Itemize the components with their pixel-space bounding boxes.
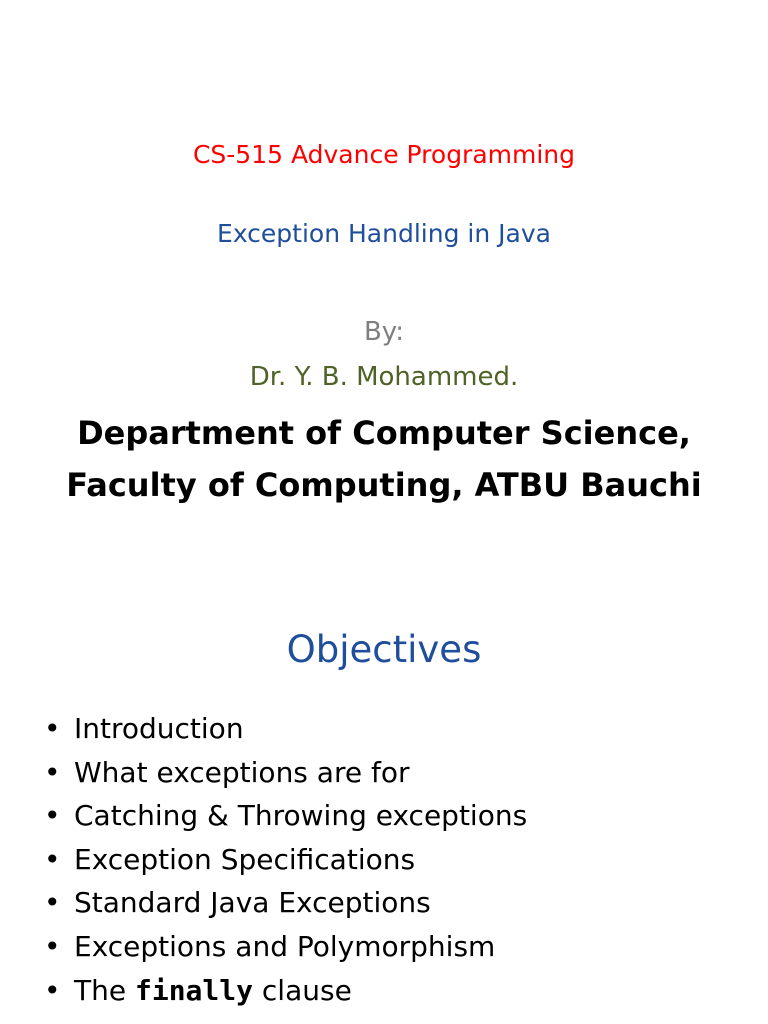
list-item (44, 799, 527, 843)
bullet-icon: • (44, 886, 61, 920)
list-item-text: Exception Specifications (74, 842, 416, 876)
list-item-prefix: The (74, 973, 135, 1007)
course-title: CS-515 Advance Programming (192, 140, 576, 169)
list-item-text: Catching & Throwing exceptions (74, 799, 528, 833)
department-block (0, 407, 768, 511)
department-line-2: Faculty of Computing, ATBU Bauchi (66, 466, 702, 504)
bullet-icon: • (44, 842, 61, 876)
by-label: By: (363, 317, 405, 347)
list-item-suffix: clause (253, 973, 352, 1007)
objectives-slide (0, 600, 768, 1024)
list-item (44, 886, 527, 930)
list-item-text: What exceptions are for (74, 755, 410, 789)
bullet-icon: • (44, 755, 61, 789)
bullet-icon: • (44, 712, 61, 745)
list-item-text: Exceptions and Polymorphism (74, 929, 496, 963)
list-item (44, 974, 527, 1018)
bullet-icon: • (44, 799, 61, 833)
list-item (44, 843, 527, 887)
lecture-topic: Exception Handling in Java (217, 219, 551, 248)
bullet-icon: • (44, 973, 61, 1007)
list-item-text: Introduction (74, 712, 244, 745)
department-line-1: Department of Computer Science, (77, 414, 691, 452)
author-name: Dr. Y. B. Mohammed. (249, 362, 519, 392)
list-item (44, 756, 527, 800)
list-item-text: Standard Java Exceptions (74, 886, 431, 920)
list-item (44, 930, 527, 974)
code-keyword: finally (134, 973, 253, 1007)
objectives-list (44, 712, 527, 1017)
bullet-icon: • (44, 929, 61, 963)
list-item (44, 712, 527, 756)
objectives-title: Objectives (286, 628, 482, 671)
